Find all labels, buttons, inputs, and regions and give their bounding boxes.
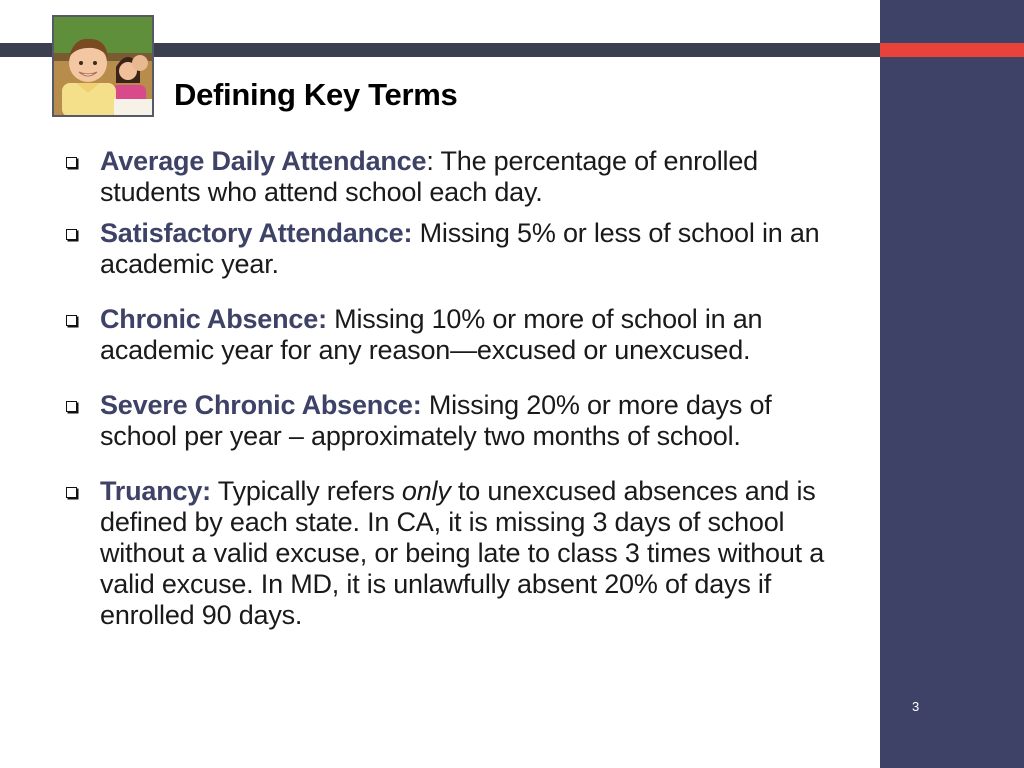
term-definition: Missing 20% or more days of school per year – approximately two months of school. [100,390,772,451]
term-separator: : [426,146,434,176]
list-item [62,476,852,631]
term-definition-emphasis: only [401,476,451,506]
term-label: Chronic Absence [100,304,319,334]
checkbox-bullet-icon [66,401,77,412]
checkbox-bullet-icon [66,315,77,326]
term-list [62,146,852,631]
term-definition-start: Typically refers [210,476,402,506]
list-item [62,390,852,452]
term-definition: The percentage of enrolled students who attend school each day. [100,146,758,207]
slide-title: Defining Key Terms [174,77,458,112]
term-label: Truancy [100,476,203,506]
list-item [62,146,852,208]
list-item [62,304,852,366]
term-definition-end: to unexcused absences and is defined by each state. In CA, it is missing 3 days of school without a valid excuse, or being late to class 3 times without a valid excuse. In MD, it is unlawfully absent 20% of days if enrolled 90 days. [100,476,825,630]
page-number: 3 [912,699,920,714]
checkbox-bullet-icon [66,157,77,168]
checkbox-bullet-icon [66,487,77,498]
student-photo [52,15,154,117]
term-label: Satisfactory Attendance [100,218,404,248]
term-label: Average Daily Attendance [100,146,427,176]
term-definition: Missing 5% or less of school in an academic year. [100,218,820,279]
term-separator: : [403,218,413,248]
term-separator: : [412,390,422,420]
sidebar-panel [880,0,1024,768]
checkbox-bullet-icon [66,229,77,240]
list-item [62,218,852,280]
term-separator: : [202,476,211,506]
term-label: Severe Chronic Absence [100,390,413,420]
sidebar-accent-bar [880,43,1024,57]
term-definition: Missing 10% or more of school in an academic year for any reason—excused or unexcused. [100,304,763,365]
term-separator: : [318,304,327,334]
